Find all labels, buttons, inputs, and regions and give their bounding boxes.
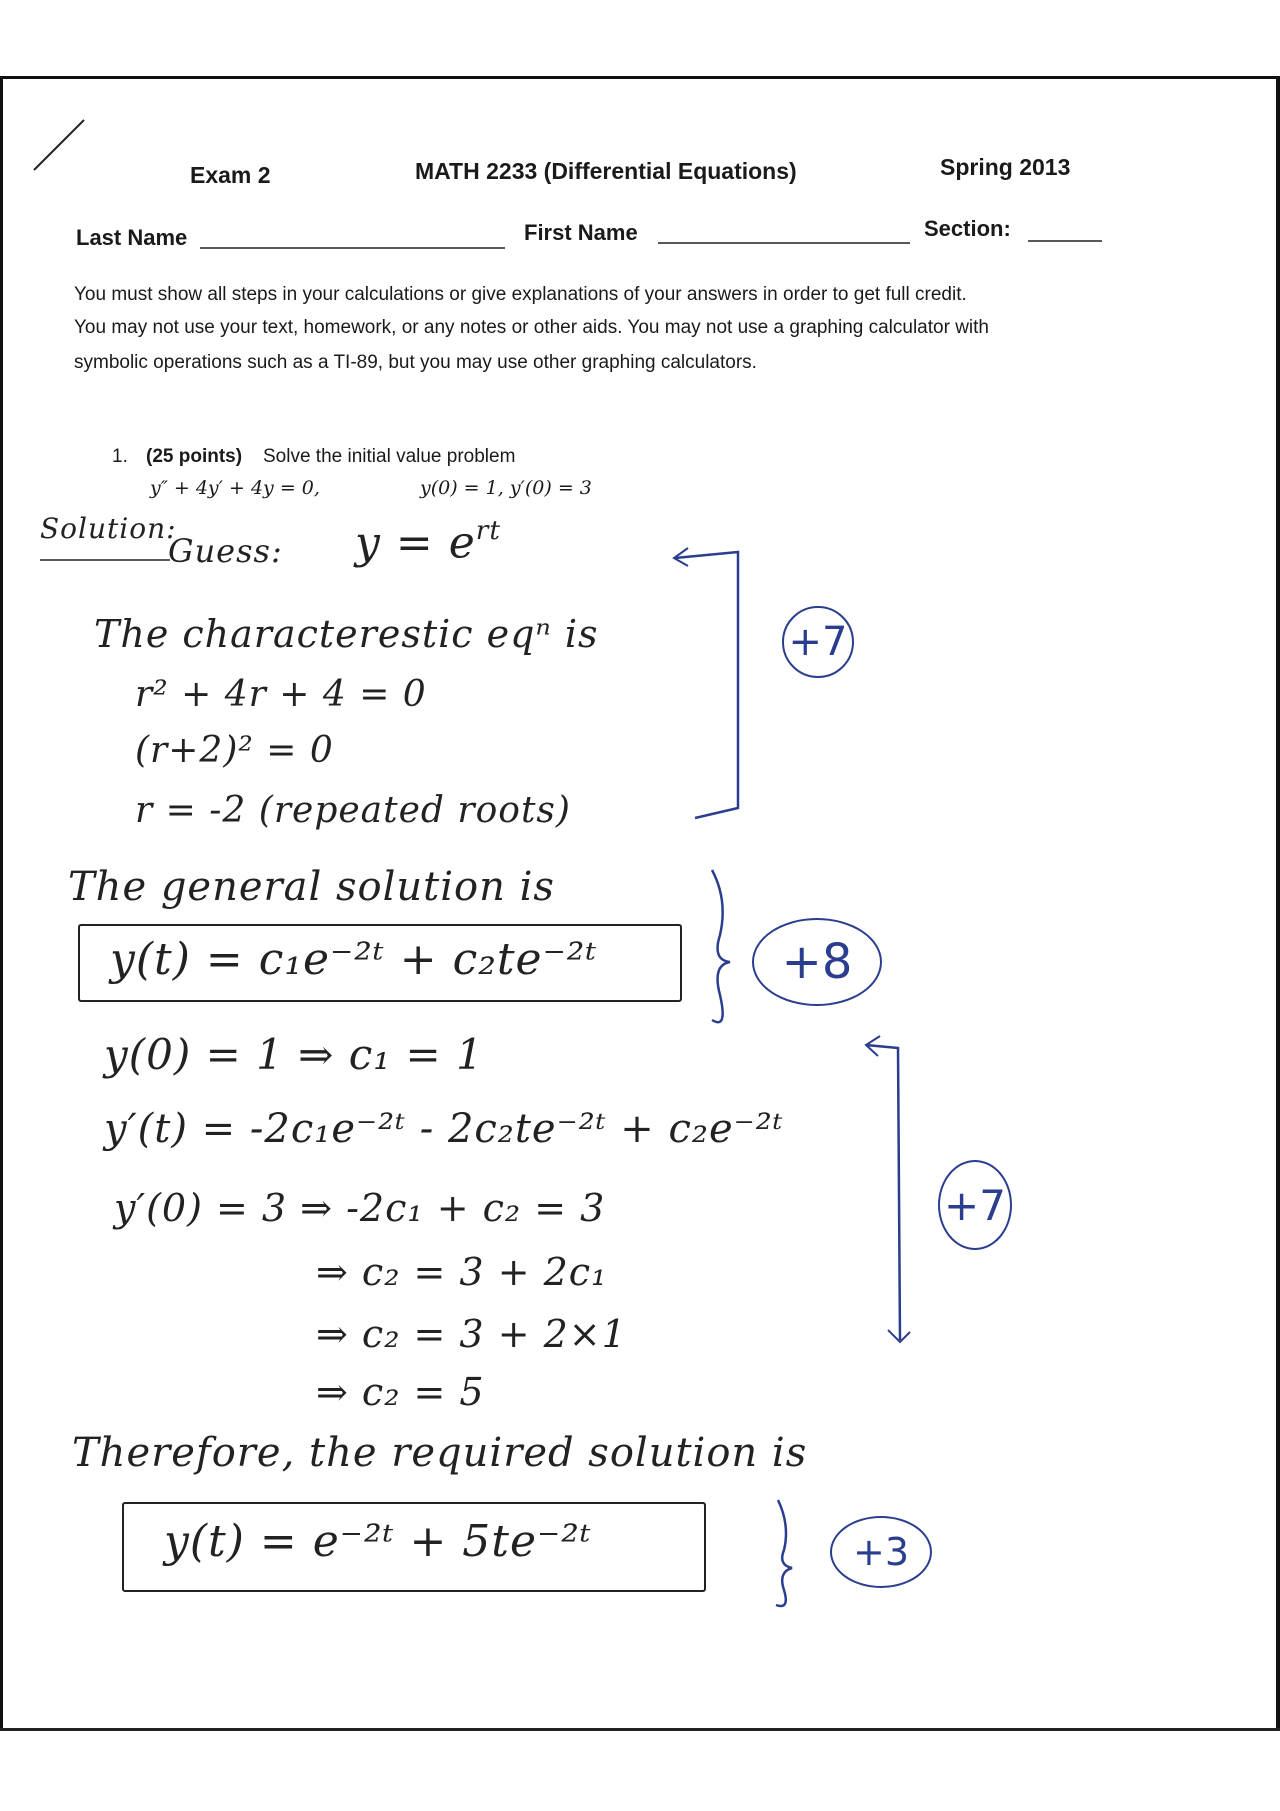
final-solution: y(t) = e⁻²ᵗ + 5te⁻²ᵗ xyxy=(164,1516,592,1567)
general-solution-box xyxy=(78,924,682,1002)
first-name-label: First Name xyxy=(524,220,638,245)
roots: r = -2 (repeated roots) xyxy=(135,790,571,831)
score-badge-3: +7 xyxy=(938,1160,1012,1250)
problem-prompt: Solve the initial value problem xyxy=(263,446,516,467)
initial-condition-2: y′(0) = 3 ⇒ -2c₁ + c₂ = 3 xyxy=(114,1186,606,1230)
general-solution: y(t) = c₁e⁻²ᵗ + c₂te⁻²ᵗ xyxy=(110,934,598,985)
instruction-line-3: symbolic operations such as a TI-89, but you may use other graphing calculators. xyxy=(74,352,757,373)
general-intro: The general solution is xyxy=(68,864,555,910)
final-intro: Therefore, the required solution is xyxy=(72,1430,808,1476)
solution-label: Solution: xyxy=(40,512,177,545)
solve-step-3: ⇒ c₂ = 5 xyxy=(316,1370,485,1414)
characteristic-equation: r² + 4r + 4 = 0 xyxy=(135,674,427,715)
exam-title: Exam 2 xyxy=(190,162,271,188)
score-badge-1: +7 xyxy=(782,606,854,678)
guess-label: Guess: xyxy=(168,532,283,570)
guess-equation: $y = e^{rt}$ xyxy=(355,515,501,569)
characteristic-intro: The characterestic eqⁿ is xyxy=(94,612,599,656)
problem-conditions: y(0) = 1, y′(0) = 3 xyxy=(420,477,592,499)
problem-equation: y″ + 4y′ + 4y = 0, xyxy=(150,477,320,499)
problem-number: 1. xyxy=(112,446,128,467)
score-badge-2: +8 xyxy=(752,918,882,1006)
final-solution-box xyxy=(122,1502,706,1592)
solve-step-2: ⇒ c₂ = 3 + 2×1 xyxy=(316,1312,627,1356)
term: Spring 2013 xyxy=(940,154,1071,180)
instruction-line-1: You must show all steps in your calculations or give explanations of your answers in order to get full credit. xyxy=(74,284,967,305)
factored-equation: (r+2)² = 0 xyxy=(135,730,334,771)
score-badge-4: +3 xyxy=(830,1516,932,1588)
solve-step-1: ⇒ c₂ = 3 + 2c₁ xyxy=(316,1250,608,1294)
last-name-label: Last Name xyxy=(76,225,188,250)
section-label: Section: xyxy=(924,216,1011,241)
problem-points: (25 points) xyxy=(146,446,243,467)
instruction-line-2: You may not use your text, homework, or any notes or other aids. You may not use a graphing calculator with xyxy=(74,317,989,338)
initial-condition-1: y(0) = 1 ⇒ c₁ = 1 xyxy=(104,1030,484,1079)
derivative: y′(t) = -2c₁e⁻²ᵗ - 2c₂te⁻²ᵗ + c₂e⁻²ᵗ xyxy=(104,1106,784,1152)
course-title: MATH 2233 (Differential Equations) xyxy=(415,158,797,184)
